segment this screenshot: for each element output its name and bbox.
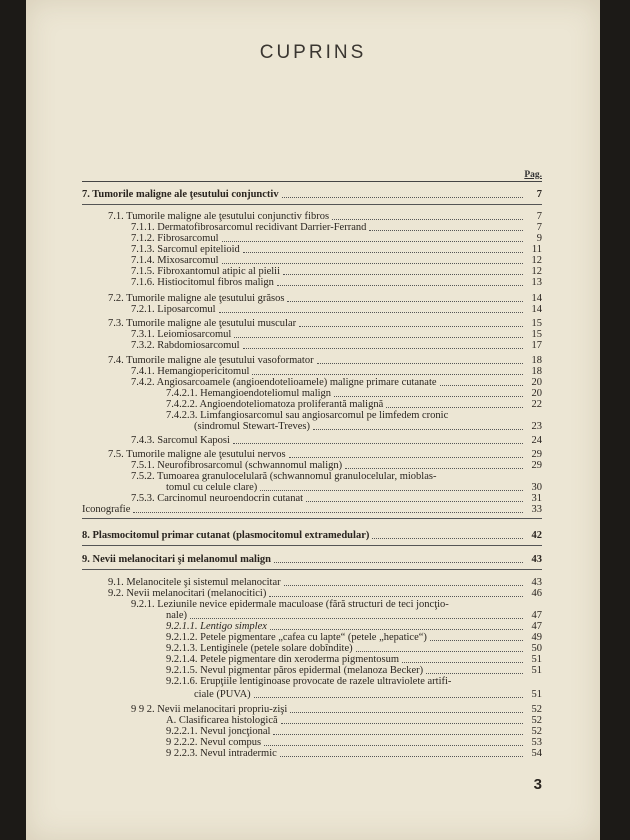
toc-entry: 9.2.2.1. Nevul joncţional 52: [166, 726, 542, 737]
toc-entry: 7.5. Tumorile maligne ale ţesutului nervos 29: [108, 449, 542, 460]
toc-entry: 7.4.3. Sarcomul Kaposi 24: [131, 435, 542, 446]
toc-entry-line: 9.2.1.6. Erupţiile lentiginoase provocate de razele ultraviolete artifi-: [166, 676, 452, 687]
toc-entry: 7.2.1. Liposarcomul 14: [131, 304, 542, 315]
toc-entry: 7.1. Tumorile maligne ale ţesutului conjunctiv fibros 7: [108, 211, 542, 222]
toc-entry: 7.1.4. Mixosarcomul 12: [131, 255, 542, 266]
toc-entry: 7.3.2. Rabdomiosarcomul 17: [131, 340, 542, 351]
toc-entry: 9.2.1.5. Nevul pigmentar păros epidermal (melanoza Becker) 51: [166, 665, 542, 676]
toc-entry: 9 9 2. Nevii melanocitari propriu-zişi 52: [131, 704, 542, 715]
toc-entry: (sindromul Stewart-Treves) 23: [194, 421, 542, 432]
toc-entry: 7.4.2.2. Angioendoteliomatoza proliferantă malignă 22: [166, 399, 542, 410]
toc-entry: 7.5.1. Neurofibrosarcomul (schwannomul malign) 29: [131, 460, 542, 471]
toc-entry: 7.4.1. Hemangiopericitomul 18: [131, 366, 542, 377]
divider: [82, 518, 542, 519]
page-number: 3: [533, 776, 542, 793]
toc-entry-line: 7.4.2.3. Limfangiosarcomul sau angiosarcomul pe limfedem cronic: [166, 410, 449, 421]
toc-entry: 7.1.3. Sarcomul epitelioid 11: [131, 244, 542, 255]
toc-entry: tomul cu celule clare) 30: [166, 482, 542, 493]
toc-entry: 7.4. Tumorile maligne ale ţesutului vasoformator 18: [108, 355, 542, 366]
toc-entry: 7.1.1. Dermatofibrosarcomul recidivant Darrier-Ferrand 7: [131, 222, 542, 233]
toc-entry-chapter-9: 9. Nevii melanocitari şi melanomul malign 43: [82, 554, 542, 565]
toc-entry-chapter-7: 7. Tumorile maligne ale ţesutului conjunctiv 7: [82, 189, 542, 200]
toc-entry: 9.2.1.1. Lentigo simplex 47: [166, 621, 542, 632]
toc-entry: 9 2.2.2. Nevul compus 53: [166, 737, 542, 748]
divider: [82, 569, 542, 570]
toc-entry: 9.1. Melanocitele şi sistemul melanocitar 43: [108, 577, 542, 588]
toc-entry: 7.4.2.1. Hemangioendoteliomul malign 20: [166, 388, 542, 399]
toc-entry: 7.1.2. Fibrosarcomul 9: [131, 233, 542, 244]
toc-entry: 9 2.2.3. Nevul intradermic 54: [166, 748, 542, 759]
toc-entry: 7.1.5. Fibroxantomul atipic al pielii 12: [131, 266, 542, 277]
toc-entry: 7.3. Tumorile maligne ale ţesutului muscular 15: [108, 318, 542, 329]
page-column-label: Pag.: [524, 170, 542, 180]
toc-entry: 9.2. Nevii melanocitari (melanocitici) 46: [108, 588, 542, 599]
divider: [82, 545, 542, 546]
toc-entry-chapter-8: 8. Plasmocitomul primar cutanat (plasmocitomul extramedular) 42: [82, 530, 542, 541]
toc-entry: 7.1.6. Histiocitomul fibros malign 13: [131, 277, 542, 288]
toc-entry: 7.3.1. Leiomiosarcomul 15: [131, 329, 542, 340]
toc-entry: 9.2.1.2. Petele pigmentare „cafea cu lapte“ (petele „hepatice“) 49: [166, 632, 542, 643]
toc-entry: Iconografie 33: [82, 504, 542, 515]
page-title: CUPRINS: [259, 42, 367, 63]
toc-entry: 7.4.2. Angiosarcoamele (angioendotelioamele) maligne primare cutanate 20: [131, 377, 542, 388]
toc-entry: ciale (PUVA) 51: [194, 689, 542, 700]
header-rule: [82, 181, 542, 182]
book-page: [26, 0, 600, 840]
toc-entry: 7.5.3. Carcinomul neuroendocrin cutanat 31: [131, 493, 542, 504]
toc-entry-line: 7.5.2. Tumoarea granulocelulară (schwannomul granulocelular, mioblas-: [131, 471, 437, 482]
toc-entry: 9.2.1.3. Lentiginele (petele solare dobîndite) 50: [166, 643, 542, 654]
divider: [82, 204, 542, 205]
toc-entry: 9.2.1.4. Petele pigmentare din xeroderma pigmentosum 51: [166, 654, 542, 665]
toc-entry-line: 9.2.1. Leziunile nevice epidermale maculoase (fără structuri de teci joncţio-: [131, 599, 449, 610]
toc-entry: A. Clasificarea histologică 52: [166, 715, 542, 726]
toc-entry: 7.2. Tumorile maligne ale ţesutului grăsos 14: [108, 293, 542, 304]
toc-entry: nale) 47: [166, 610, 542, 621]
